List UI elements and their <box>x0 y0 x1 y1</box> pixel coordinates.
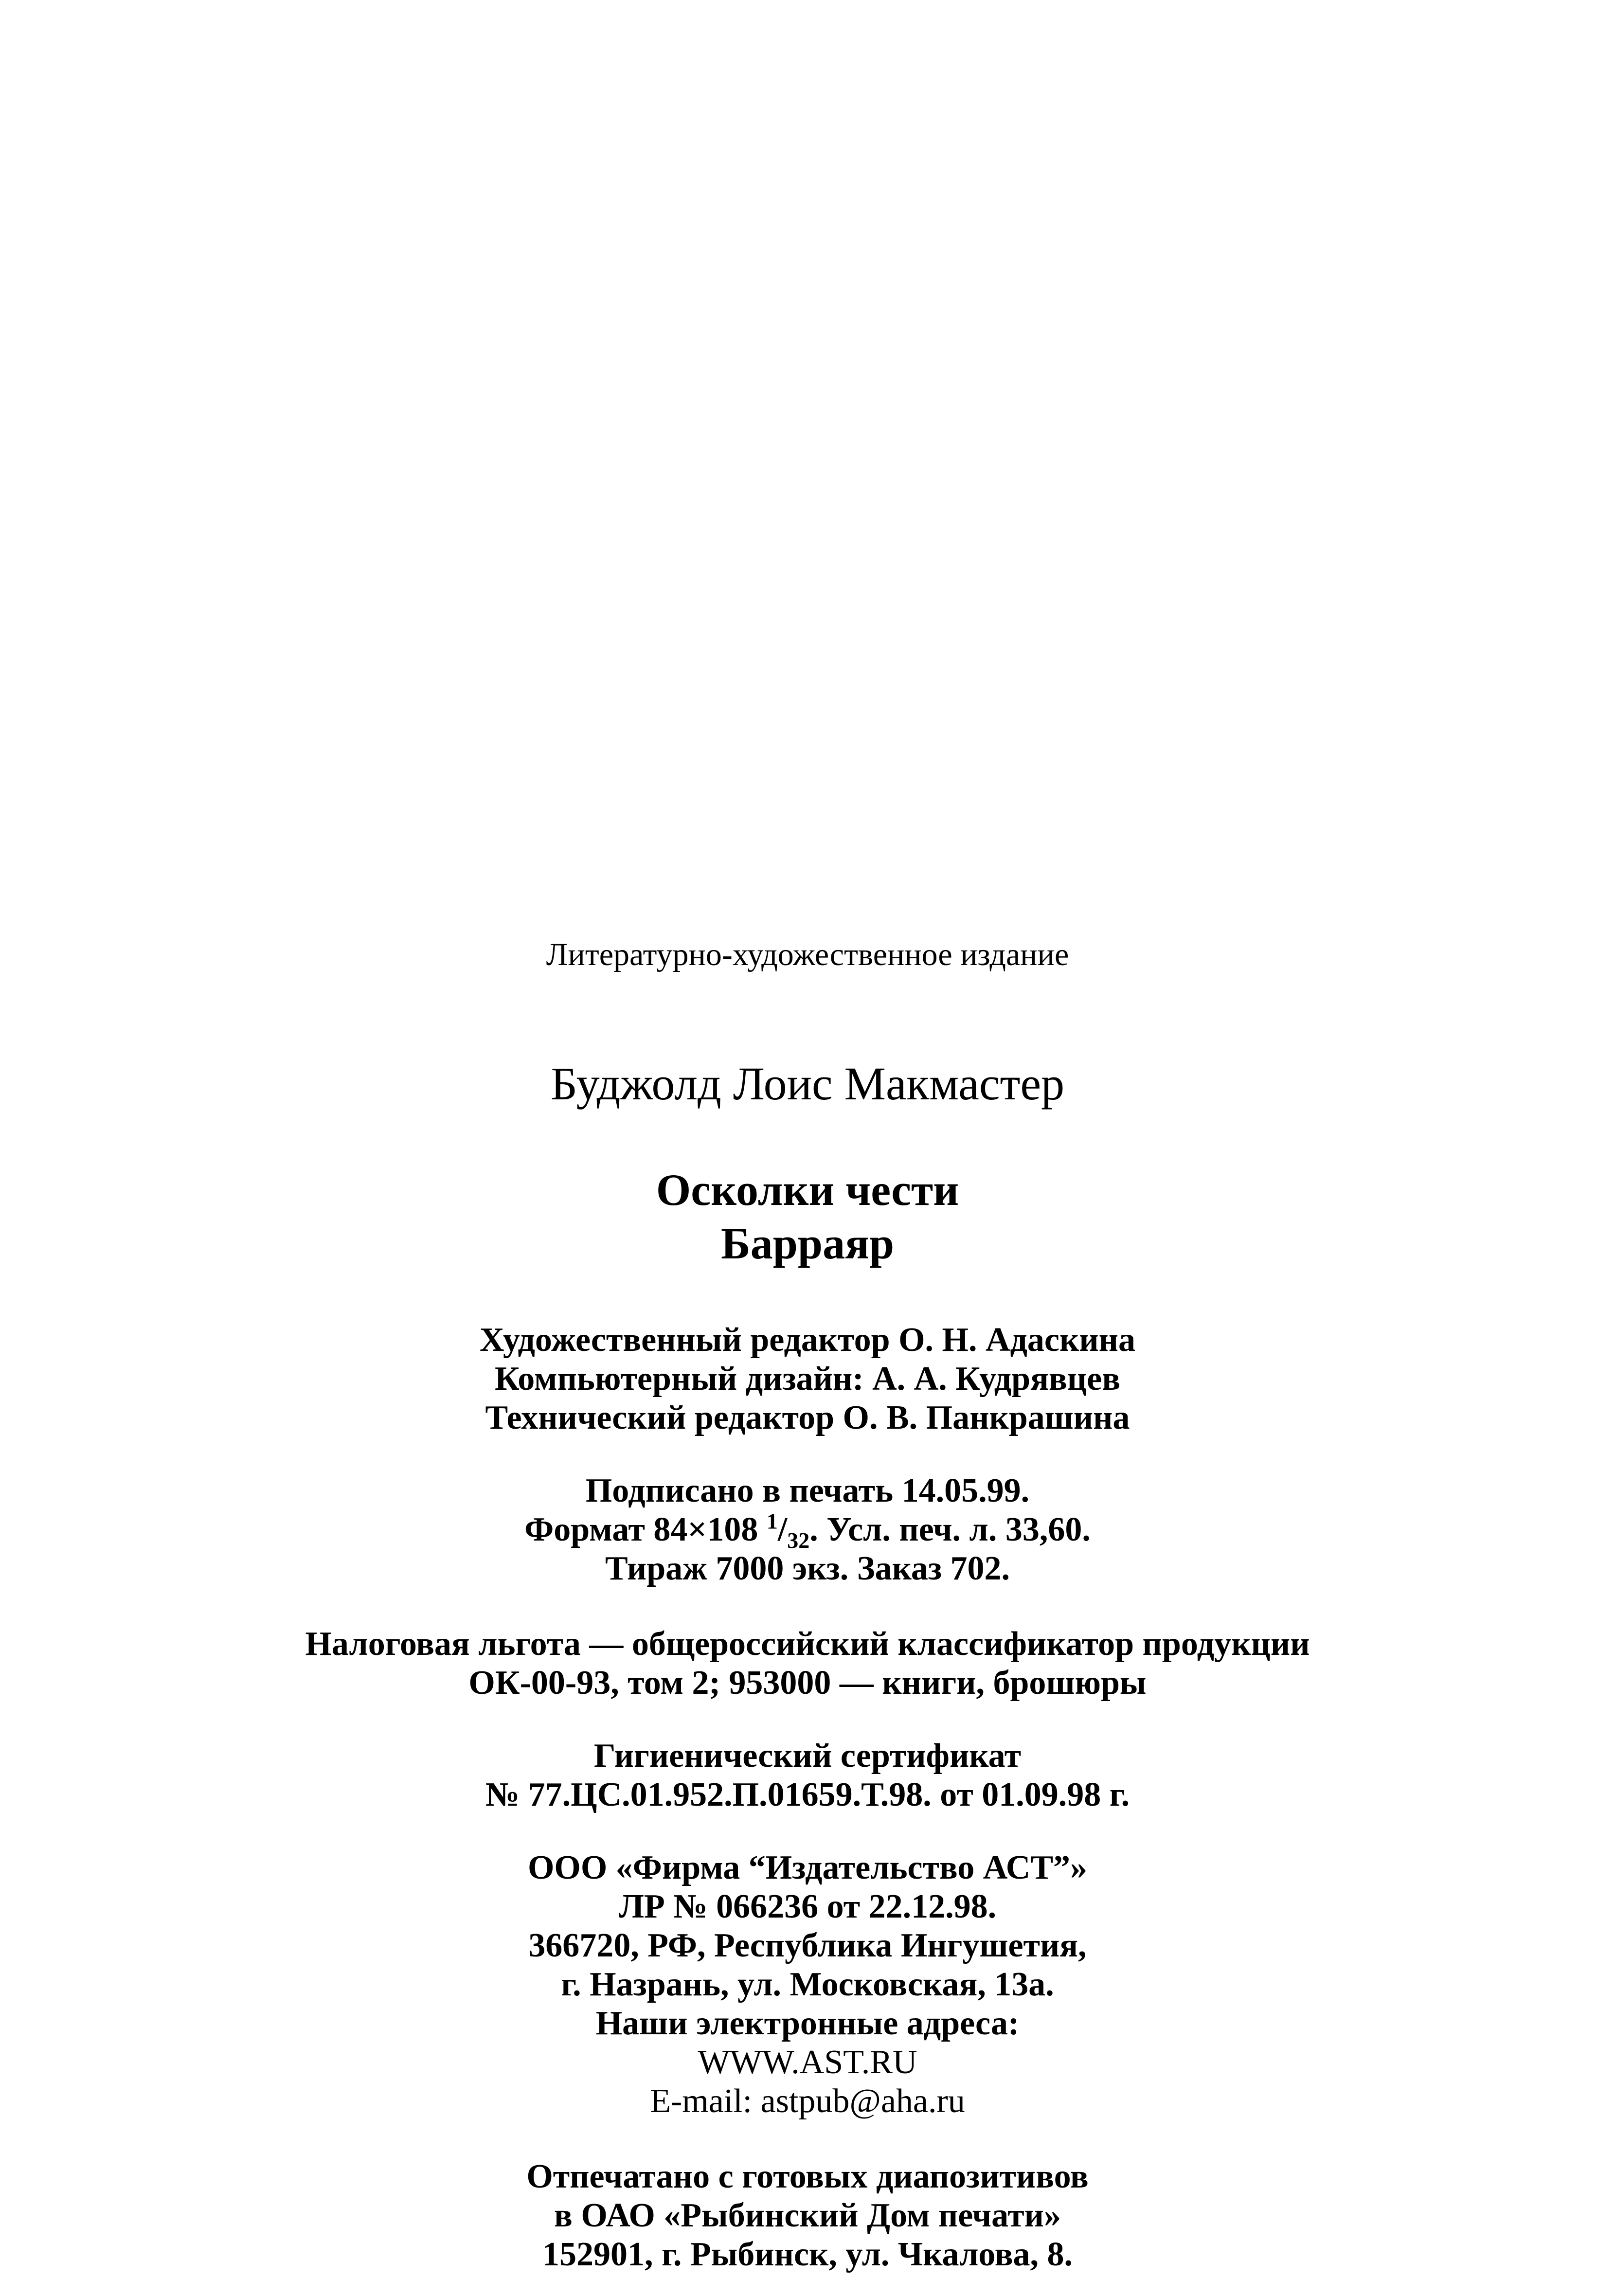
format-prefix: Формат 84×108 <box>524 1511 767 1548</box>
book-subtitle: Барраяр <box>720 1219 895 1268</box>
publisher-website: WWW.AST.RU <box>698 2044 917 2081</box>
publisher-address-2: г. Назрань, ул. Московская, 13а. <box>561 1966 1054 2003</box>
publisher-web-heading: Наши электронные адреса: <box>595 2005 1020 2042</box>
publisher-email: E-mail: astpub@aha.ru <box>650 2082 965 2120</box>
credit-art-editor: Художественный редактор О. Н. Адаскина <box>479 1321 1135 1359</box>
book-title: Осколки чести <box>656 1165 959 1215</box>
format-denominator: 32 <box>787 1528 810 1553</box>
tax-line-2: ОК-00-93, том 2; 953000 — книги, брошюры <box>468 1664 1147 1702</box>
printer-line-2: в ОАО «Рыбинский Дом печати» <box>554 2197 1061 2234</box>
publisher-name: ООО «Фирма “Издательство АСТ”» <box>527 1849 1088 1886</box>
certificate-number: № 77.ЦС.01.952.П.01659.Т.98. от 01.09.98 г. <box>485 1776 1130 1813</box>
certificate-heading: Гигиенический сертификат <box>593 1737 1022 1775</box>
format-numerator: 1 <box>766 1508 778 1534</box>
print-run: Тираж 7000 экз. Заказ 702. <box>605 1550 1010 1587</box>
printer-address: 152901, г. Рыбинск, ул. Чкалова, 8. <box>542 2236 1073 2273</box>
publisher-license: ЛР № 066236 от 22.12.98. <box>618 1888 997 1925</box>
format-suffix: . Усл. печ. л. 33,60. <box>809 1511 1091 1548</box>
author-name: Буджолд Лоис Макмастер <box>550 1058 1065 1110</box>
signed-to-print: Подписано в печать 14.05.99. <box>585 1472 1030 1509</box>
publisher-address-1: 366720, РФ, Республика Ингушетия, <box>528 1927 1087 1964</box>
credit-computer-design: Компьютерный дизайн: А. А. Кудрявцев <box>494 1360 1120 1398</box>
credit-technical-editor: Технический редактор О. В. Панкрашина <box>485 1399 1130 1436</box>
tax-line-1: Налоговая льгота — общероссийский классификатор продукции <box>305 1625 1310 1663</box>
printer-line-1: Отпечатано с готовых диапозитивов <box>526 2158 1089 2195</box>
print-format: Формат 84×108 $^1/_{32}$. Усл. печ. л. 33,60. <box>524 1508 1091 1553</box>
edition-type: Литературно-художественное издание <box>546 937 1069 972</box>
